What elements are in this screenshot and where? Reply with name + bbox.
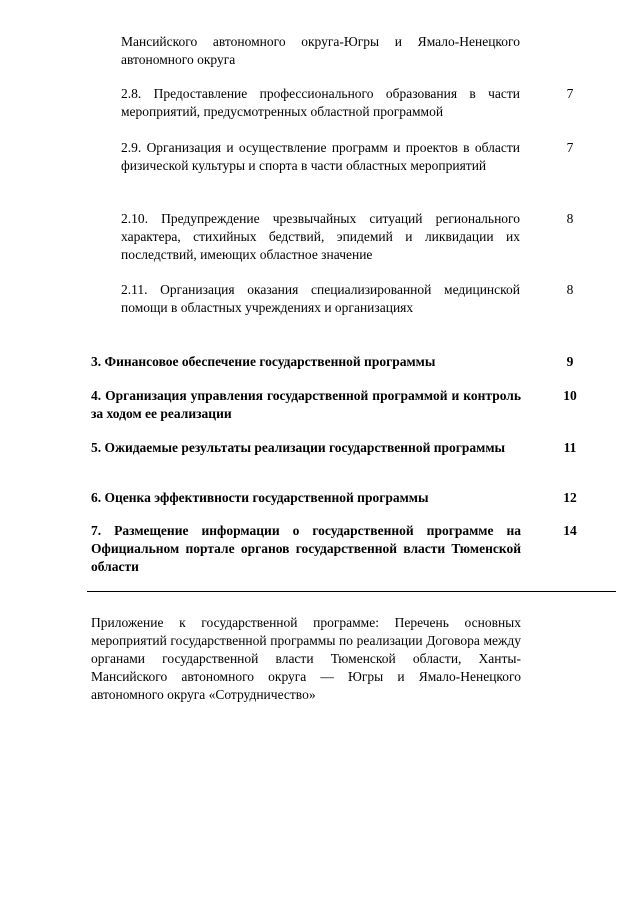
toc-item-text: 2.9. Организация и осуществление программ и проектов в области физической культуры и спорта в части областных мероприятий — [121, 140, 520, 173]
toc-page-number: 8 — [566, 282, 574, 297]
toc-page-number: 10 — [563, 388, 577, 403]
toc-item-text: 2.10. Предупреждение чрезвычайных ситуаций регионального характера, стихийных бедствий, эпидемий и ликвидации их последствий, имеющих областное значение — [121, 211, 520, 262]
toc-page-number: 7 — [566, 86, 574, 101]
toc-page-number: 12 — [563, 490, 577, 505]
toc-section-text: 7. Размещение информации о государственной программе на Официальном портале органов государственной власти Тюменской области — [91, 523, 521, 574]
toc-page-number: 7 — [566, 140, 574, 155]
toc-section-text: 4. Организация управления государственной программой и контроль за ходом ее реализации — [91, 388, 521, 421]
toc-section-text: 3. Финансовое обеспечение государственной программы — [91, 354, 436, 369]
toc-section-text: 5. Ожидаемые результаты реализации государственной программы — [91, 440, 506, 455]
toc-item-text: 2.8. Предоставление профессионального образования в части мероприятий, предусмотренных областной программой — [121, 86, 520, 119]
appendix-note: Приложение к государственной программе: Перечень основных мероприятий государственной программы по реализации Договора между органами государственной власти Тюменской области, Ханты-Мансийского автономного округа — Югры и Ямало-Ненецкого автономного округа «Сотрудничество» — [91, 615, 521, 702]
toc-page-number: 8 — [566, 211, 574, 226]
toc-page-number: 11 — [563, 440, 577, 455]
toc-section-text: 6. Оценка эффективности государственной программы — [91, 490, 429, 505]
section-divider — [87, 591, 616, 592]
toc-continuation-text: Мансийского автономного округа-Югры и Ямало-Ненецкого автономного округа — [121, 34, 520, 67]
toc-page-number: 14 — [563, 523, 577, 538]
toc-item-text: 2.11. Организация оказания специализированной медицинской помощи в областных учреждениях и организациях — [121, 282, 520, 315]
toc-page-number: 9 — [566, 354, 574, 369]
